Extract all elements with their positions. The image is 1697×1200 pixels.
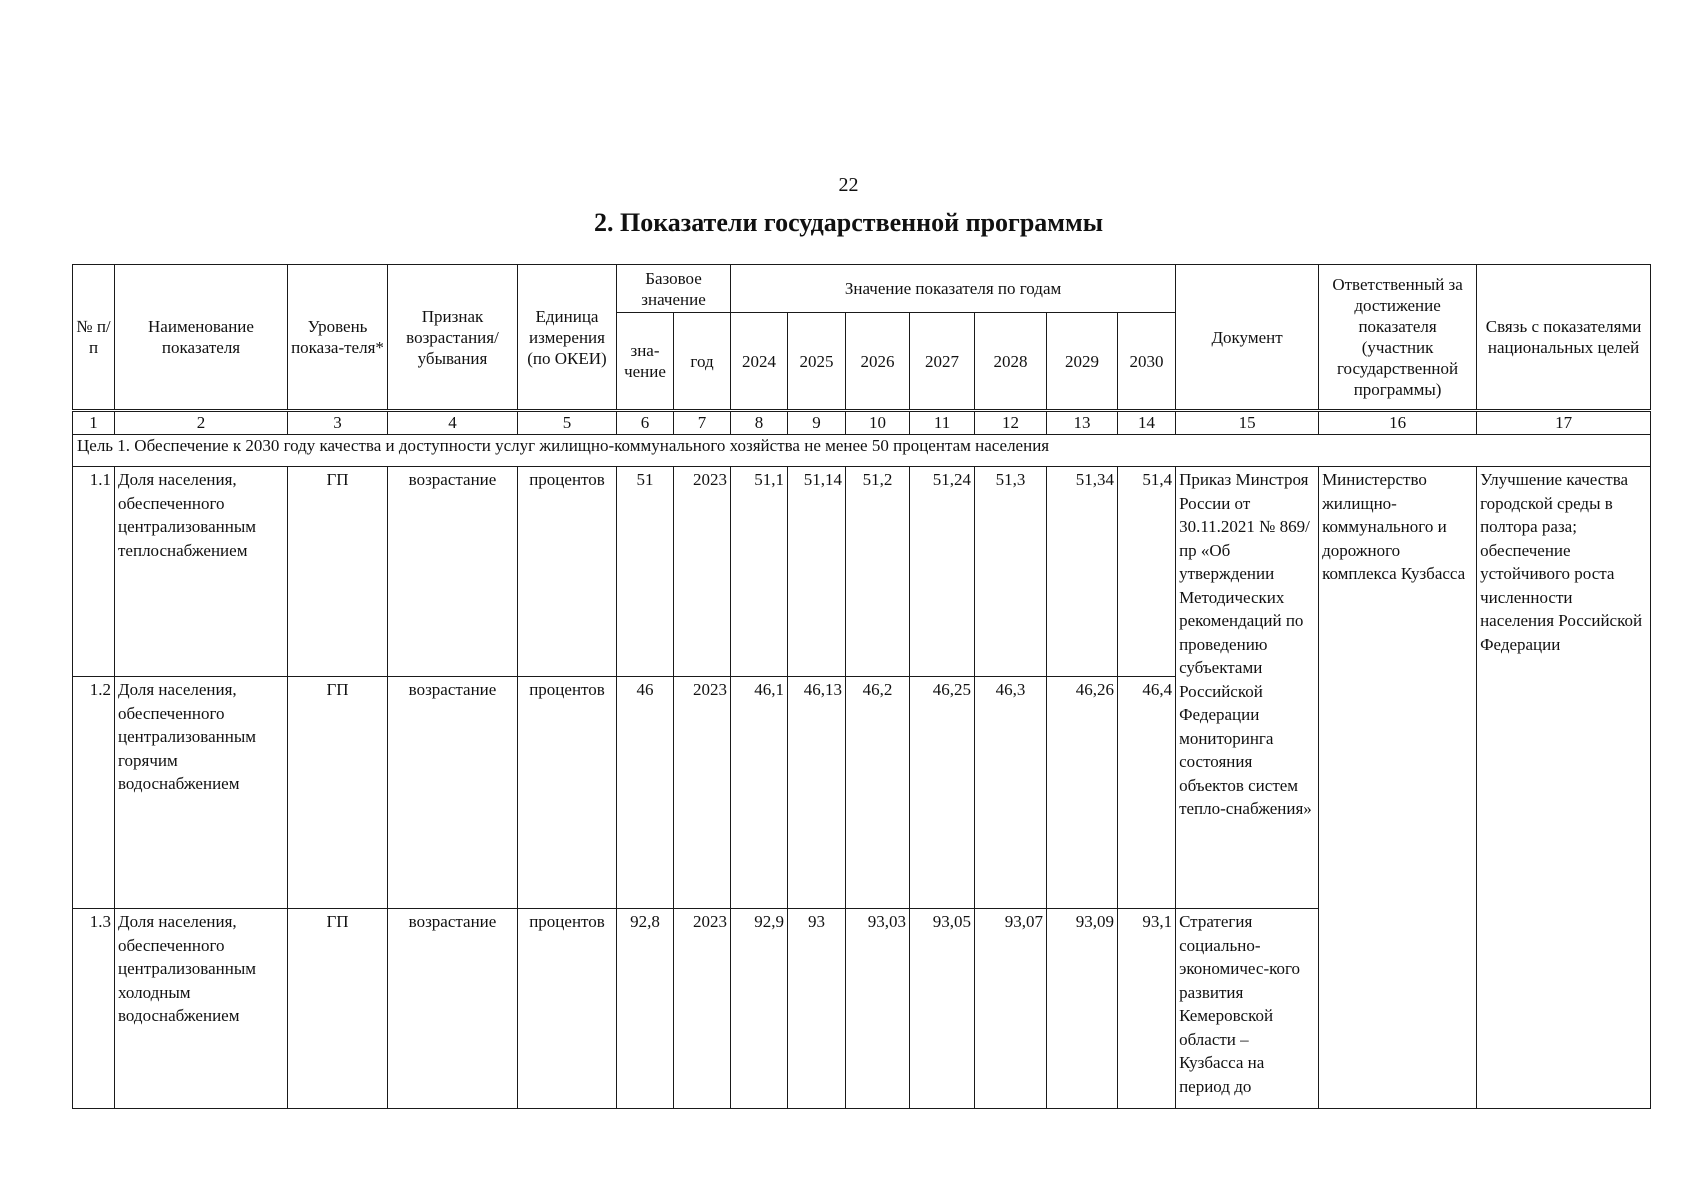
page-number: 22: [838, 174, 859, 196]
header-year-2026: 2026: [846, 313, 910, 411]
value-2027: 93,05: [910, 909, 975, 1109]
column-number: 15: [1176, 411, 1319, 435]
header-year-2030: 2030: [1118, 313, 1176, 411]
column-number: 1: [73, 411, 115, 435]
column-number: 4: [388, 411, 518, 435]
indicators-table: [72, 264, 1651, 1109]
value-2026: 93,03: [846, 909, 910, 1109]
base-value: 92,8: [617, 909, 674, 1109]
column-number: 16: [1319, 411, 1477, 435]
value-2025: 93: [788, 909, 846, 1109]
indicator-name: Доля населения, обеспеченного централизованным теплоснабжением: [115, 467, 288, 677]
value-2025: 46,13: [788, 677, 846, 909]
column-number: 11: [910, 411, 975, 435]
value-2028: 46,3: [975, 677, 1047, 909]
base-value: 51: [617, 467, 674, 677]
column-number: 12: [975, 411, 1047, 435]
indicator-unit: процентов: [518, 467, 617, 677]
column-number: 10: [846, 411, 910, 435]
value-2027: 51,24: [910, 467, 975, 677]
header-year-2025: 2025: [788, 313, 846, 411]
header-level: Уровень показа-теля*: [288, 265, 388, 411]
column-number: 5: [518, 411, 617, 435]
document-cell-2: Стратегия социально-экономичес-кого развития Кемеровской области – Кузбасса на период до: [1176, 909, 1319, 1109]
base-year: 2023: [674, 677, 731, 909]
header-base-group: Базовое значение: [617, 265, 731, 313]
column-number: 17: [1477, 411, 1651, 435]
indicator-level: ГП: [288, 677, 388, 909]
header-responsible: Ответственный за достижение показателя (участник государственной программы): [1319, 265, 1477, 411]
value-2024: 92,9: [731, 909, 788, 1109]
row-num: 1.2: [73, 677, 115, 909]
header-name: Наименование показателя: [115, 265, 288, 411]
base-year: 2023: [674, 467, 731, 677]
header-base-value: зна-чение: [617, 313, 674, 411]
header-num: № п/п: [73, 265, 115, 411]
header-year-2028: 2028: [975, 313, 1047, 411]
value-2026: 46,2: [846, 677, 910, 909]
indicator-name: Доля населения, обеспеченного централизованным горячим водоснабжением: [115, 677, 288, 909]
header-national-goals: Связь с показателями национальных целей: [1477, 265, 1651, 411]
goal-text: Цель 1. Обеспечение к 2030 году качества и доступности услуг жилищно-коммунального хозяйства не менее 50 процентам населения: [73, 435, 1651, 467]
column-number: 2: [115, 411, 288, 435]
indicator-level: ГП: [288, 467, 388, 677]
base-year: 2023: [674, 909, 731, 1109]
header-unit: Единица измерения (по ОКЕИ): [518, 265, 617, 411]
value-2028: 93,07: [975, 909, 1047, 1109]
indicator-trend: возрастание: [388, 909, 518, 1109]
value-2028: 51,3: [975, 467, 1047, 677]
responsible-cell: Министерство жилищно-коммунального и дорожного комплекса Кузбасса: [1319, 467, 1477, 1109]
header-year-2029: 2029: [1047, 313, 1118, 411]
row-num: 1.1: [73, 467, 115, 677]
header-base-year: год: [674, 313, 731, 411]
value-2026: 51,2: [846, 467, 910, 677]
column-number-row: [73, 411, 1651, 435]
indicator-unit: процентов: [518, 909, 617, 1109]
column-number: 6: [617, 411, 674, 435]
value-2024: 46,1: [731, 677, 788, 909]
header-year-2024: 2024: [731, 313, 788, 411]
value-2025: 51,14: [788, 467, 846, 677]
value-2030: 51,4: [1118, 467, 1176, 677]
value-2029: 93,09: [1047, 909, 1118, 1109]
document-cell-1: Приказ Минстроя России от 30.11.2021 № 869/пр «Об утверждении Методических рекомендаций по проведению субъектами Российской Федерации мониторинга состояния объектов систем тепло-снабжения»: [1176, 467, 1319, 909]
header-years-group: Значение показателя по годам: [731, 265, 1176, 313]
value-2027: 46,25: [910, 677, 975, 909]
value-2024: 51,1: [731, 467, 788, 677]
value-2030: 93,1: [1118, 909, 1176, 1109]
national-goals-cell: Улучшение качества городской среды в полтора раза; обеспечение устойчивого роста численности населения Российской Федерации: [1477, 467, 1651, 1109]
indicator-trend: возрастание: [388, 467, 518, 677]
header-trend: Признак возрастания/ убывания: [388, 265, 518, 411]
base-value: 46: [617, 677, 674, 909]
value-2030: 46,4: [1118, 677, 1176, 909]
header-document: Документ: [1176, 265, 1319, 411]
column-number: 9: [788, 411, 846, 435]
column-number: 13: [1047, 411, 1118, 435]
page-title: 2. Показатели государственной программы: [593, 208, 1104, 237]
goal-row: [73, 435, 1651, 467]
indicator-unit: процентов: [518, 677, 617, 909]
column-number: 14: [1118, 411, 1176, 435]
header-year-2027: 2027: [910, 313, 975, 411]
indicator-level: ГП: [288, 909, 388, 1109]
indicator-trend: возрастание: [388, 677, 518, 909]
row-num: 1.3: [73, 909, 115, 1109]
table-row: [73, 467, 1651, 677]
column-number: 3: [288, 411, 388, 435]
indicator-name: Доля населения, обеспеченного централизованным холодным водоснабжением: [115, 909, 288, 1109]
value-2029: 46,26: [1047, 677, 1118, 909]
column-number: 8: [731, 411, 788, 435]
value-2029: 51,34: [1047, 467, 1118, 677]
column-number: 7: [674, 411, 731, 435]
